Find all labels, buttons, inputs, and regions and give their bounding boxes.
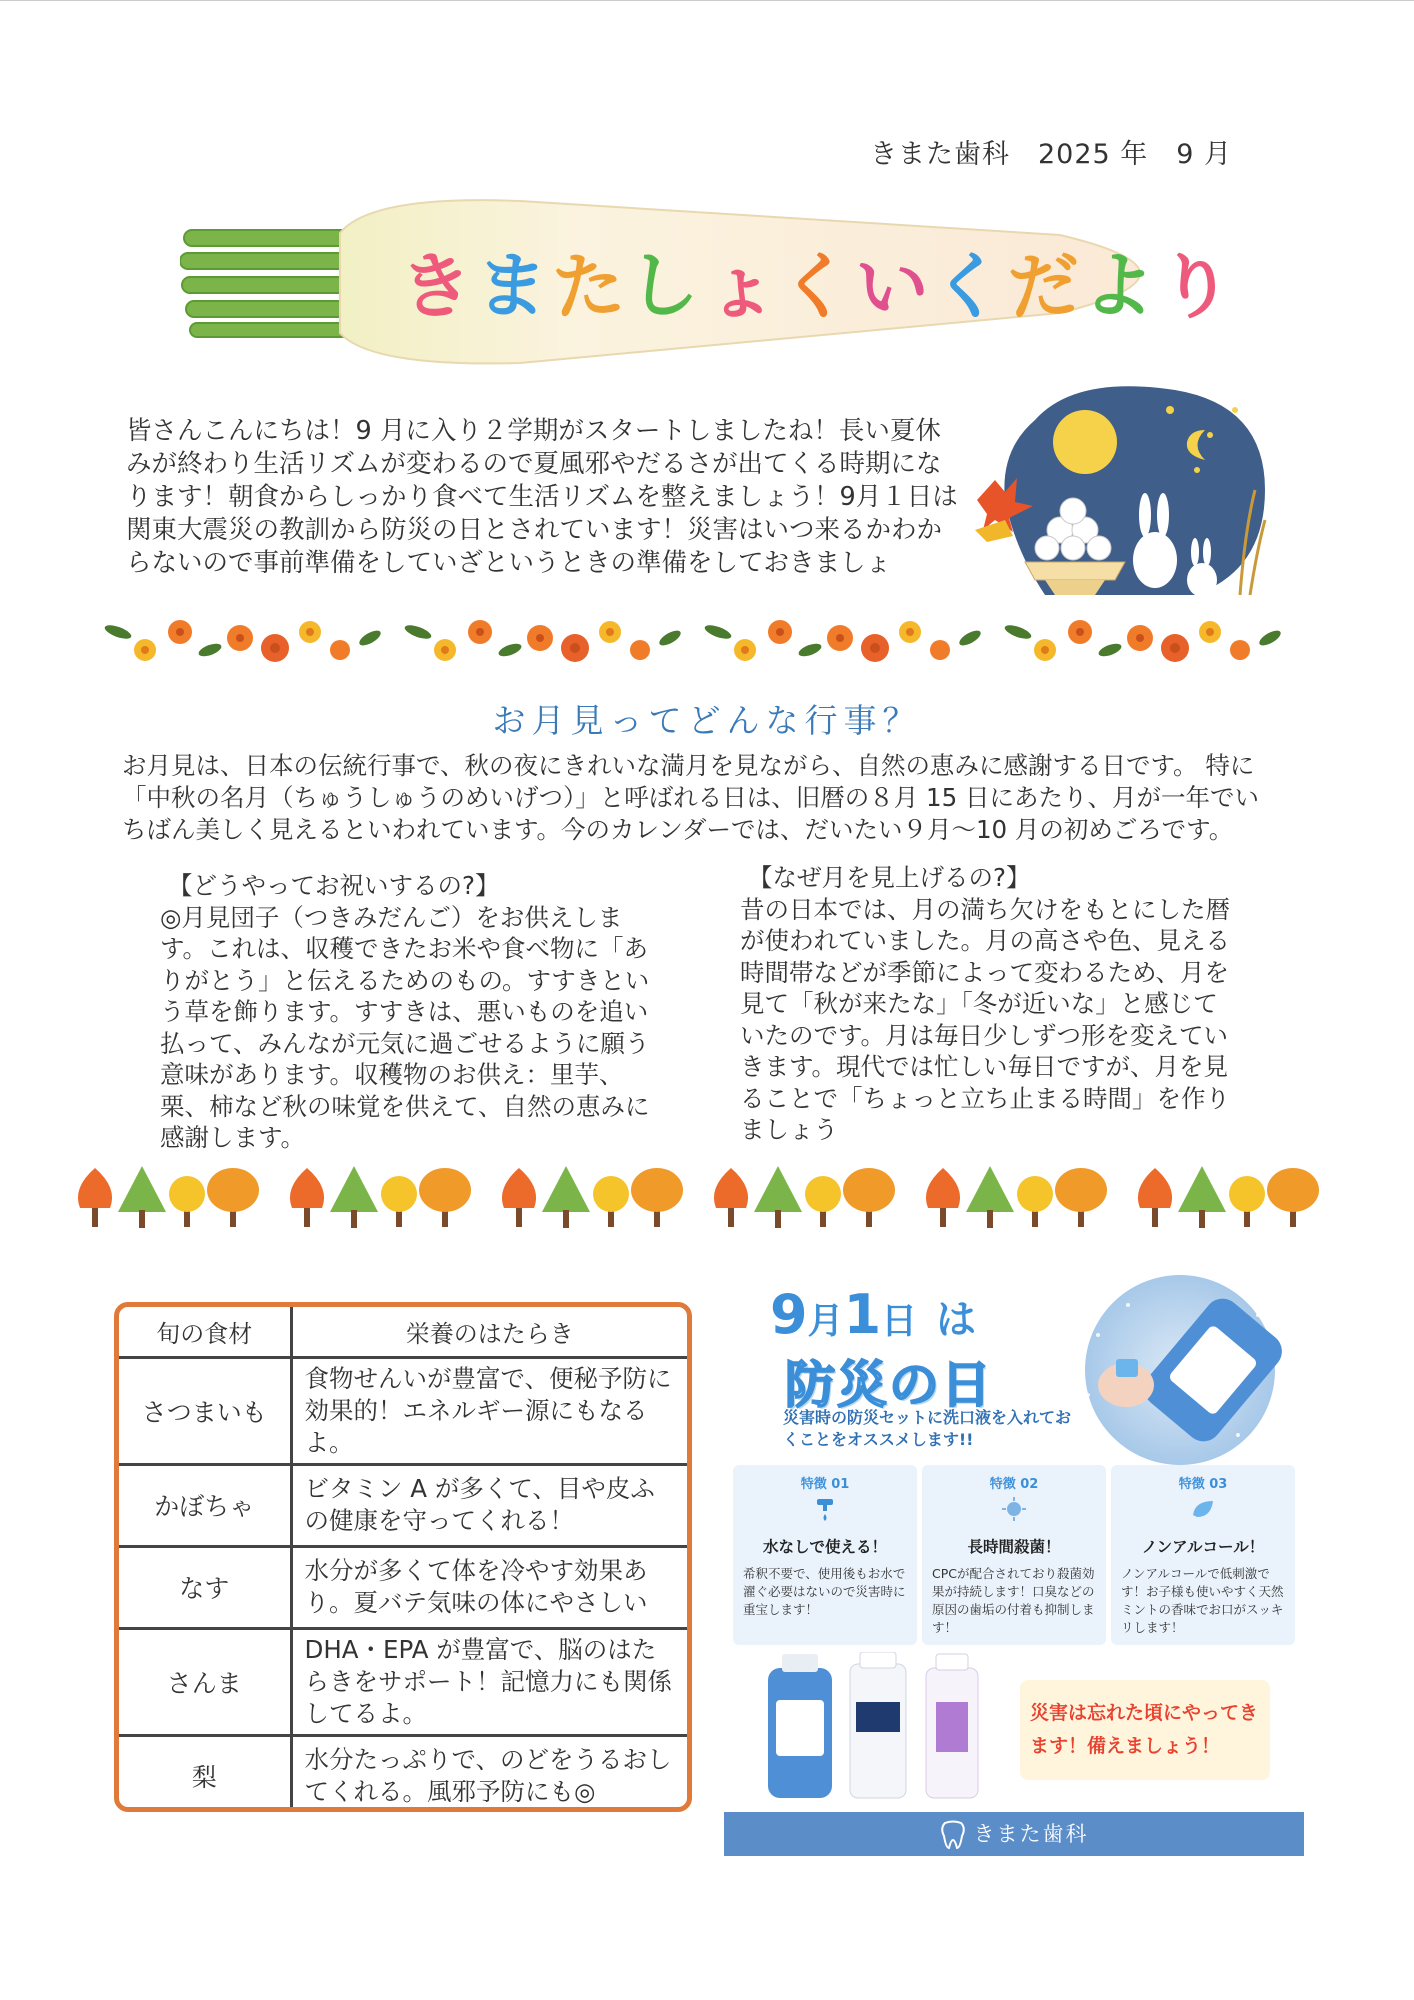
top-rule (0, 0, 1414, 1)
table-header-nutrition: 栄養のはたらき (291, 1307, 687, 1357)
table-row (119, 1735, 687, 1812)
table-row (119, 1546, 687, 1628)
table-header-food: 旬の食材 (119, 1307, 291, 1357)
how-heading: 【どうやってお祝いするの?】 (168, 871, 500, 900)
why-look-up-column (740, 862, 1230, 1146)
intro-paragraph: 皆さんこんにちは！9 月に入り２学期がスタートしましたね！長い夏休みが終わり生活リズムが変わるので夏風邪やだるさが出てくる時期になります！朝食からしっかり食べて生活リズムを整えましょう！9月１日は関東大震災の教訓から防災の日とされています！災害はいつ来るかわからないので事前準備をしていざというときの準備をしておきましょ (126, 416, 958, 575)
food-name: さつまいも (119, 1357, 291, 1464)
table-row (119, 1357, 687, 1464)
feature-card-non-alcohol (1111, 1465, 1295, 1645)
ad-date-heading: 9月1日 は (770, 1283, 976, 1346)
section-heading: お月見ってどんな行事？ (492, 701, 922, 740)
title-char: く (776, 241, 859, 331)
food-effect: ビタミン A が多くて、目や皮ふの健康を守ってくれる！ (291, 1464, 687, 1546)
food-name: なす (119, 1546, 291, 1628)
feature-card-sterilize (922, 1465, 1106, 1645)
table-row (119, 1464, 687, 1546)
disaster-day-title: 防災の日 (785, 1356, 993, 1414)
flower-border-decoration (100, 610, 1300, 670)
title-char: ょ (701, 241, 784, 331)
food-effect: 水分が多くて体を冷やす効果あり。夏バテ気味の体にやさしい (291, 1546, 687, 1628)
title-char: ま (472, 241, 555, 331)
feature-text: CPCが配合されており殺菌効果が持続します！口臭などの原因の歯垢の付着も抑制します！ (932, 1566, 1095, 1635)
newsletter-header: きまた歯科 2025 年 9 月 (870, 139, 1233, 170)
food-name: 梨 (119, 1735, 291, 1812)
how-body: ◎月見団子（つきみだんご）をお供えします。これは、収穫できたお米や食べ物に「ありがとう」と伝えるためのもの。すすきという草を飾ります。すすきは、悪いものを追い払って、みんなが元気に過ごせるように願う意味があります。収穫物のお供え：里芋、栗、柿など秋の味覚を供えて、自然の恵みに感謝します。 (160, 902, 650, 1152)
mouthwash-photo (1058, 1275, 1302, 1465)
full-moon-icon (1053, 410, 1117, 474)
seasonal-food-table (114, 1302, 692, 1812)
title-char: よ (1080, 241, 1163, 331)
feature-title: 水なしで使える！ (762, 1538, 887, 1556)
title-char: し (624, 241, 707, 331)
tooth-icon (940, 1820, 966, 1850)
title-char: き (397, 241, 480, 331)
newsletter-title (397, 228, 1240, 332)
feature-tag: 特徴 03 (1178, 1477, 1228, 1492)
title-char: た (549, 241, 632, 331)
food-name: さんま (119, 1628, 291, 1735)
ad-lead-text: 災害時の防災セットに洗口液を入れておくことをオススメします!! (783, 1408, 1072, 1449)
feature-text: ノンアルコールで低刺激です！お子様も使いやすく天然ミントの香味でお口がスッキリします！ (1121, 1566, 1284, 1635)
title-char: く (928, 241, 1011, 331)
mouthwash-bottles-image (760, 1652, 1000, 1800)
feature-tag: 特徴 02 (989, 1477, 1039, 1492)
clinic-footer-label (724, 1812, 1304, 1856)
how-to-celebrate-column (160, 870, 650, 1154)
lead-paragraph: お月見は、日本の伝統行事で、秋の夜にきれいな満月を見ながら、自然の恵みに感謝する日です。 特に「中秋の名月（ちゅうしゅうのめいげつ）」と呼ばれる日は、旧暦の８月 15 日にあたり、月が一年でいちばん美しく見えるといわれています。今のカレンダーでは、だいたい９月〜10 月の初めごろです。 (122, 751, 1259, 844)
leaf-icon (1189, 1495, 1217, 1523)
clinic-name: きまた歯科 (973, 1822, 1089, 1846)
clinic-footer-bar (724, 1812, 1304, 1856)
germ-icon (1000, 1495, 1028, 1523)
feature-title: 長時間殺菌！ (967, 1538, 1061, 1556)
title-char: り (1157, 241, 1240, 331)
daikon-leaves (180, 230, 355, 337)
food-effect: 水分たっぷりで、のどをうるおしてくれる。風邪予防にも◎ (291, 1735, 687, 1812)
moon-viewing-illustration (965, 380, 1275, 600)
tree-border-decoration (72, 1160, 1342, 1235)
food-effect: 食物せんいが豊富で、便秘予防に効果的！エネルギー源にもなるよ。 (291, 1357, 687, 1464)
feature-card-no-water (733, 1465, 917, 1645)
feature-title: ノンアルコール！ (1141, 1538, 1265, 1556)
why-body: 昔の日本では、月の満ち欠けをもとにした暦が使われていました。月の高さや色、見える時間帯などが季節によって変わるため、月を見て「秋が来たな」「冬が近いな」と感じていたのです。月は毎日少しずつ形を変えていきます。現代では忙しい毎日ですが、月を見ることで「ちょっと立ち止まる時間」を作りましょう (740, 894, 1230, 1144)
why-heading: 【なぜ月を見上げるの?】 (748, 863, 1031, 892)
title-char: だ (1005, 241, 1088, 331)
title-char: い (853, 241, 936, 331)
feature-tag: 特徴 01 (800, 1477, 850, 1492)
food-name: かぼちゃ (119, 1464, 291, 1546)
food-effect: DHA・EPA が豊富で、脳のはたらきをサポート！記憶力にも関係してるよ。 (291, 1628, 687, 1735)
table-row (119, 1628, 687, 1735)
feature-text: 希釈不要で、使用後もお水で濯ぐ必要はないので災害時に重宝します！ (743, 1566, 906, 1617)
ad-callout-text: 災害は忘れた頃にやってきます！備えましょう！ (1030, 1702, 1259, 1757)
faucet-icon (811, 1495, 839, 1523)
